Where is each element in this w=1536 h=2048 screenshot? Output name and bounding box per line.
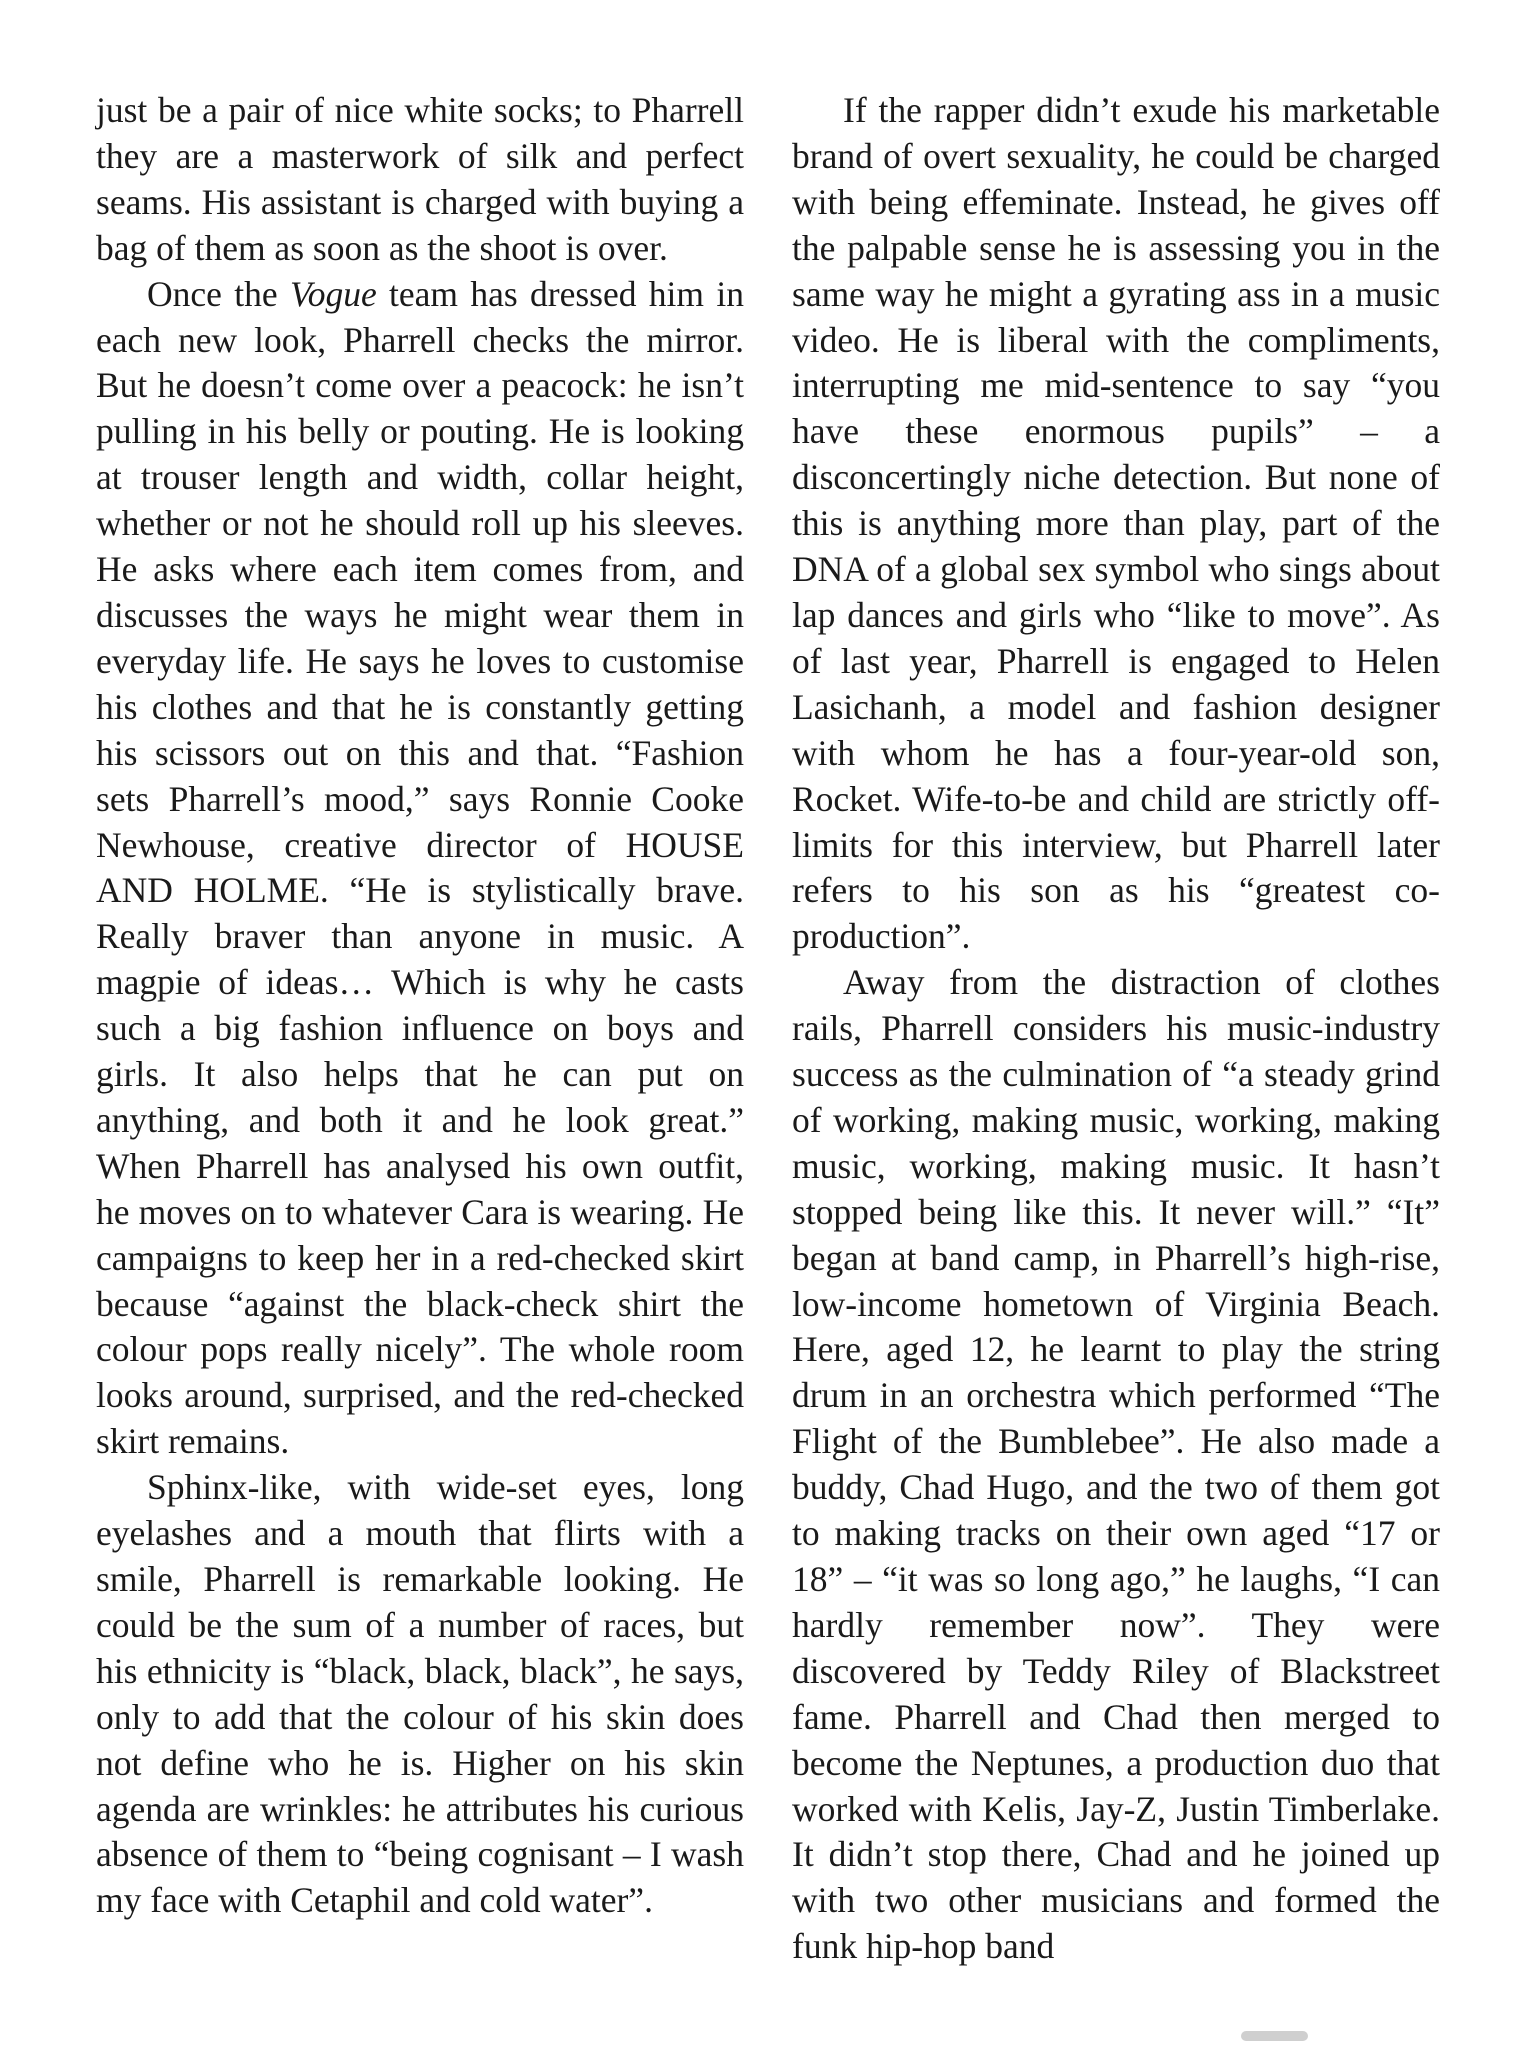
paragraph-vogue-lead: Once the: [147, 273, 290, 314]
paragraph-vogue-team: [96, 272, 744, 1466]
paragraph-vogue-body: team has dressed him in each new look, Pharrell checks the mirror. But he doesn’t come over a peacock: he isn’t pulling in his belly or pouting. He is looking at trouser length and width, collar height, whether or not he should roll up his sleeves. He asks where each item comes from, and discusses the ways he might wear them in everyday life. He says he loves to customise his clothes and that he is constantly getting his scissors out on this and that. “Fashion sets Pharrell’s mood,” says Ronnie Cooke Newhouse, creative director of HOUSE AND HOLME. “He is stylistically brave. Really braver than anyone in music. A magpie of ideas… Which is why he casts such a big fashion influence on boys and girls. It also helps that he can put on anything, and both it and he look great.” When Pharrell has analysed his own outfit, he moves on to whatever Cara is wearing. He campaigns to keep her in a red-checked skirt because “against the black-check shirt the colour pops really nicely”. The whole room looks around, surprised, and the red-checked skirt remains.: [96, 273, 744, 1462]
home-indicator-bar[interactable]: [1241, 2031, 1308, 2041]
paragraph-music-industry: Away from the distraction of clothes rails, Pharrell considers his music-industry success as the culmination of “a steady grind of working, making music, working, making music, working, making music. It hasn’t stopped being like this. It never will.” “It” began at band camp, in Pharrell’s high-rise, low-income hometown of Virginia Beach. Here, aged 12, he learnt to play the string drum in an orchestra which performed “The Flight of the Bumblebee”. He also made a buddy, Chad Hugo, and the two of them got to making tracks on their own aged “17 or 18” – “it was so long ago,” he laughs, “I can hardly remember now”. They were discovered by Teddy Riley of Blackstreet fame. Pharrell and Chad then merged to become the Neptunes, a production duo that worked with Kelis, Jay-Z, Justin Timberlake. It didn’t stop there, Chad and he joined up with two other musicians and formed the funk hip-hop band: [792, 962, 1440, 1967]
paragraph-rapper-sexuality: If the rapper didn’t exude his marketable brand of overt sexuality, he could be charged with being effeminate. Instead, he gives off the palpable sense he is assessing you in the same way he might a gyrating ass in a music video. He is liberal with the compliments, interrupting me mid-sentence to say “you have these enormous pupils” – a disconcertingly niche detection. But none of this is anything more than play, part of the DNA of a global sex symbol who sings about lap dances and girls who “like to move”. As of last year, Pharrell is engaged to Helen Lasichanh, a model and fashion designer with whom he has a four-year-old son, Rocket. Wife-to-be and child are strictly off-limits for this interview, but Pharrell later refers to his son as his “greatest co-production”.: [792, 90, 1440, 957]
paragraph-sphinx-like: Sphinx-like, with wide-set eyes, long eyelashes and a mouth that flirts with a smile, Pharrell is remarkable looking. He could be the sum of a number of races, but his ethnicity is “black, black, black”, he says, only to add that the colour of his skin does not define who he is. Higher on his skin agenda are wrinkles: he attributes his curious absence of them to “being cognisant – I wash my face with Cetaphil and cold water”.: [96, 1467, 744, 1921]
magazine-name-vogue: Vogue: [289, 273, 377, 314]
left-column: [96, 88, 744, 1924]
paragraph-socks: just be a pair of nice white socks; to Pharrell they are a masterwork of silk and perfect seams. His assistant is charged with buying a bag of them as soon as the shoot is over.: [96, 90, 744, 268]
right-column: [792, 88, 1440, 1970]
